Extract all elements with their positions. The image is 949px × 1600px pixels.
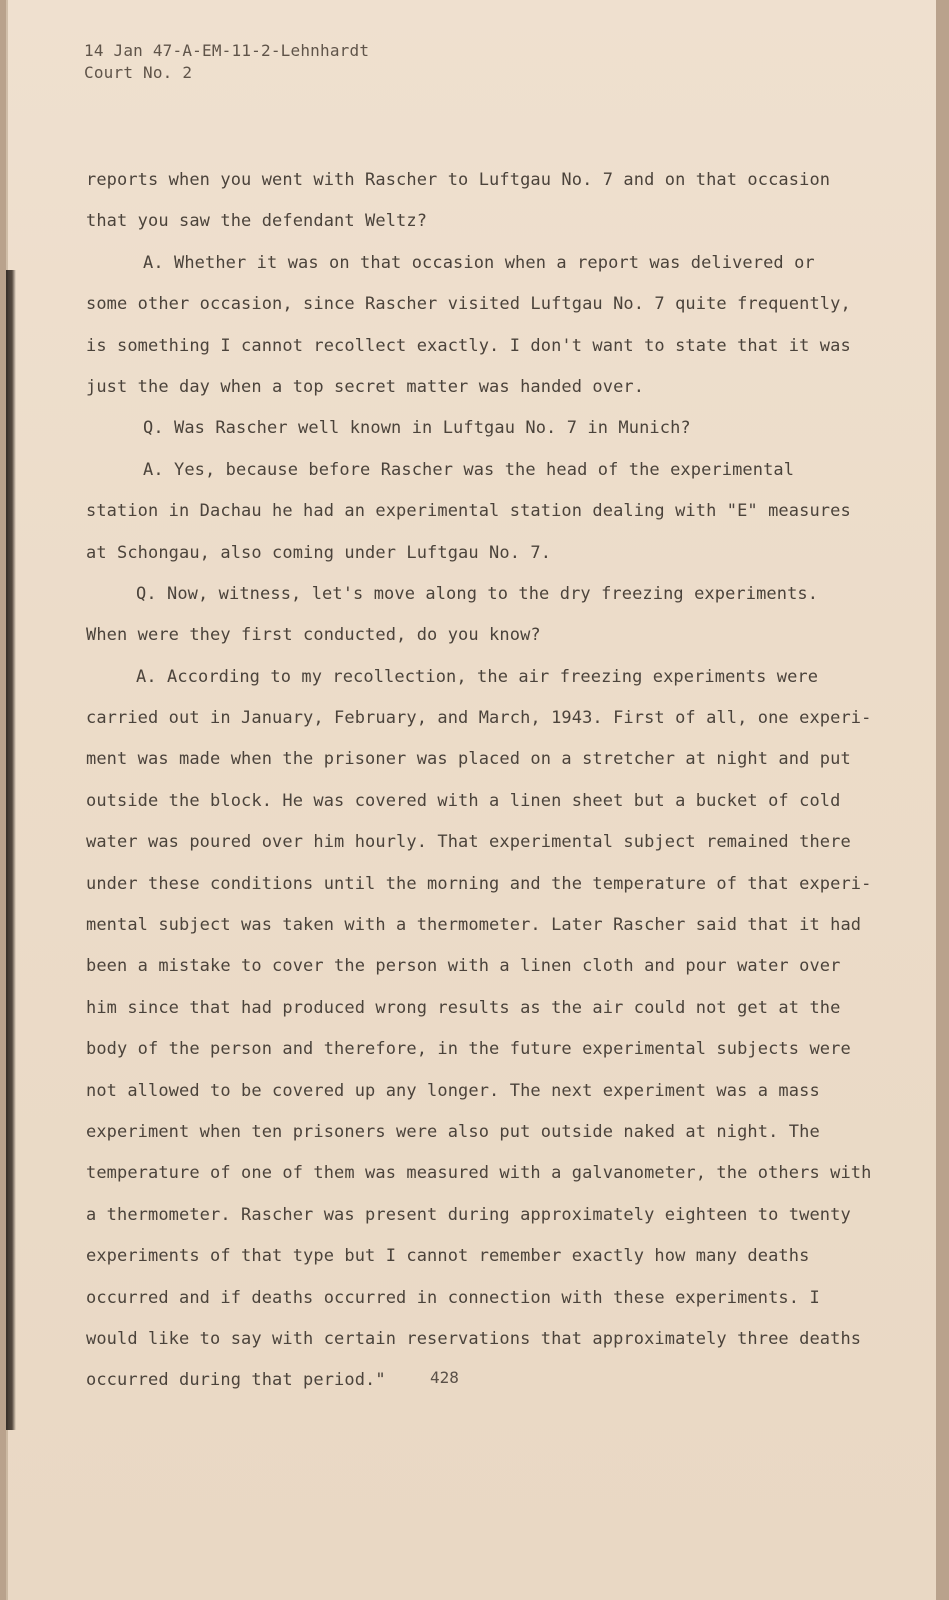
transcript-line: A. According to my recollection, the air freezing experiments were bbox=[136, 666, 819, 687]
transcript-line: occurred and if deaths occurred in connection with these experiments. I bbox=[86, 1287, 820, 1308]
transcript-line: experiments of that type but I cannot remember exactly how many deaths bbox=[86, 1246, 810, 1267]
header-court-line: Court No. 2 bbox=[84, 63, 193, 82]
transcript-line: station in Dachau he had an experimental station dealing with "E" measures bbox=[86, 501, 851, 522]
transcript-line: occurred during that period." bbox=[86, 1370, 386, 1391]
transcript-line: A. Yes, because before Rascher was the head of the experimental bbox=[143, 459, 795, 480]
header-case-line: 14 Jan 47-A-EM-11-2-Lehnhardt bbox=[84, 41, 370, 60]
transcript-line: under these conditions until the morning and the temperature of that experi- bbox=[86, 873, 872, 894]
transcript-line: temperature of one of them was measured with a galvanometer, the others with bbox=[86, 1163, 872, 1184]
transcript-line: mental subject was taken with a thermometer. Later Rascher said that it had bbox=[86, 915, 862, 936]
page-number: 428 bbox=[430, 1368, 459, 1387]
transcript-line: A. Whether it was on that occasion when a report was delivered or bbox=[143, 252, 815, 273]
transcript-line: at Schongau, also coming under Luftgau No. 7. bbox=[86, 542, 552, 563]
transcript-line: When were they first conducted, do you know? bbox=[86, 625, 541, 646]
transcript-line: experiment when ten prisoners were also put outside naked at night. The bbox=[86, 1121, 820, 1142]
transcript-line: some other occasion, since Rascher visited Luftgau No. 7 quite frequently, bbox=[86, 294, 851, 315]
transcript-line: not allowed to be covered up any longer. The next experiment was a mass bbox=[86, 1080, 820, 1101]
transcript-line: Q. Now, witness, let's move along to the dry freezing experiments. bbox=[136, 583, 819, 604]
transcript-line: water was poured over him hourly. That experimental subject remained there bbox=[86, 832, 851, 853]
transcript-line: been a mistake to cover the person with a linen cloth and pour water over bbox=[86, 956, 841, 977]
transcript-line: outside the block. He was covered with a linen sheet but a bucket of cold bbox=[86, 790, 841, 811]
transcript-line: Q. Was Rascher well known in Luftgau No. 7 in Munich? bbox=[143, 418, 691, 439]
torn-left-edge bbox=[6, 270, 16, 1430]
transcript-line: reports when you went with Rascher to Luftgau No. 7 and on that occasion bbox=[86, 170, 831, 190]
transcript-line: a thermometer. Rascher was present during approximately eighteen to twenty bbox=[86, 1204, 851, 1225]
transcript-line: that you saw the defendant Weltz? bbox=[86, 211, 428, 232]
document-header bbox=[84, 40, 369, 84]
document-page bbox=[6, 0, 936, 1600]
transcript-line: just the day when a top secret matter was handed over. bbox=[86, 376, 645, 397]
transcript-line: ment was made when the prisoner was placed on a stretcher at night and put bbox=[86, 749, 851, 770]
transcript-line: body of the person and therefore, in the future experimental subjects were bbox=[86, 1039, 851, 1060]
transcript-line: carried out in January, February, and March, 1943. First of all, one experi- bbox=[86, 708, 872, 729]
transcript-line: him since that had produced wrong results as the air could not get at the bbox=[86, 997, 841, 1018]
transcript-line: is something I cannot recollect exactly. I don't want to state that it was bbox=[86, 335, 851, 356]
transcript-body bbox=[86, 160, 872, 1402]
transcript-line: would like to say with certain reservations that approximately three deaths bbox=[86, 1328, 862, 1349]
